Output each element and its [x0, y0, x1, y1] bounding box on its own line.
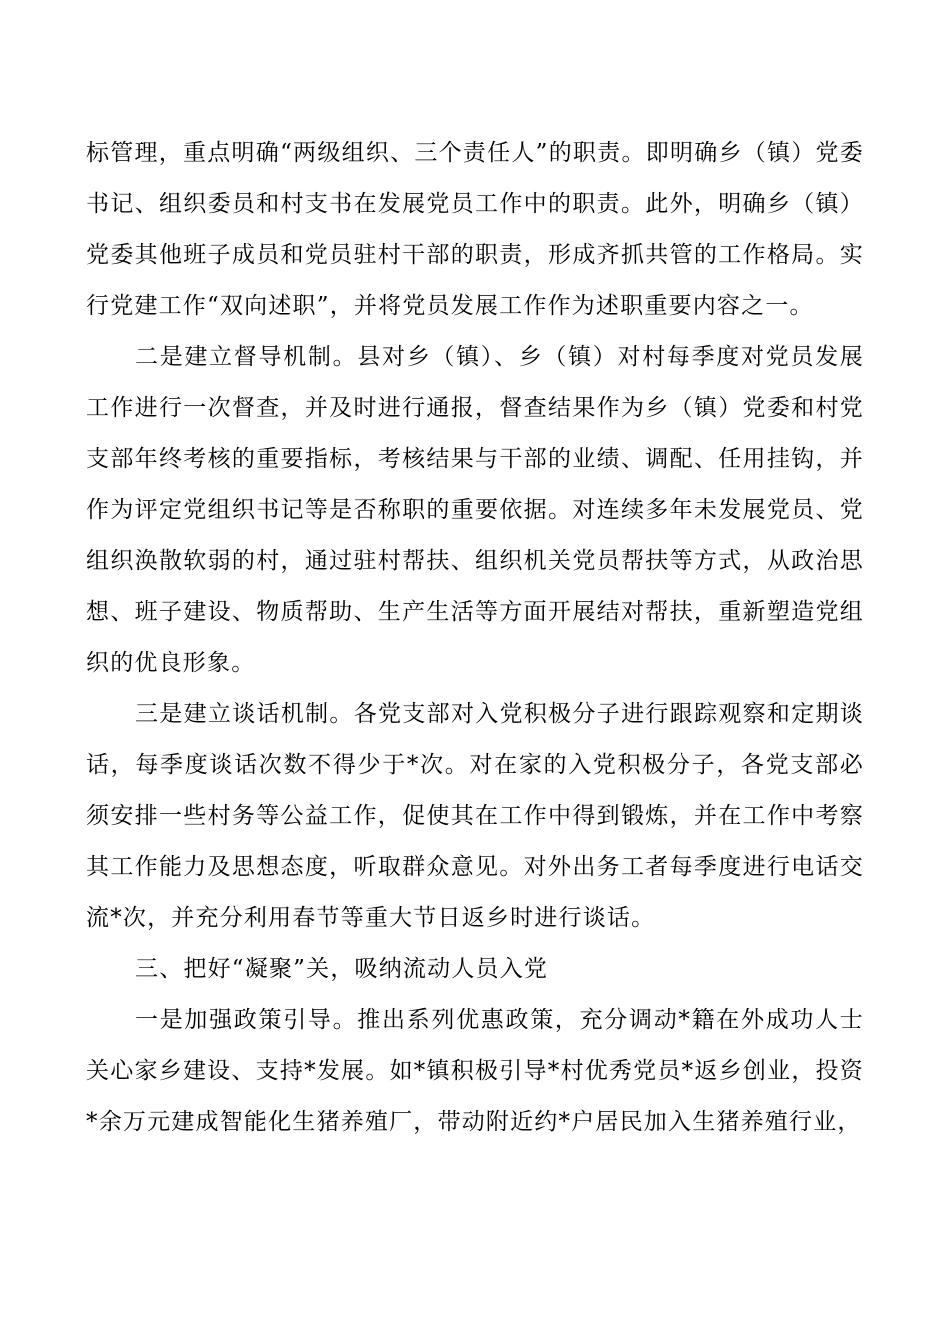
paragraph-policy-guidance: 一是加强政策引导。推出系列优惠政策，充分调动*籍在外成功人士关心家乡建设、支持*发展。如*镇积极引导*村优秀党员*返乡创业，投资*余万元建成智能化生猪养殖厂，带动附近约*户居民加入生猪养殖行业，	[86, 1007, 864, 1135]
section-heading: 三、把好“凝聚”关，吸纳流动人员入党	[135, 956, 549, 982]
paragraph-talk-mechanism: 三是建立谈话机制。各党支部对入党积极分子进行跟踪观察和定期谈话，每季度谈话次数不得少于*次。对在家的入党积极分子，各党支部必须安排一些村务等公益工作，促使其在工作中得到锻炼，并在工作中考察其工作能力及思想态度，听取群众意见。对外出务工者每季度进行电话交流*次，并充分利用春节等重大节日返乡时进行谈话。	[86, 701, 864, 931]
paragraph-continued: 标管理，重点明确“两级组织、三个责任人”的职责。即明确乡（镇）党委书记、组织委员和村支书在发展党员工作中的职责。此外，明确乡（镇）党委其他班子成员和党员驻村干部的职责，形成齐抓共管的工作格局。实行党建工作“双向述职”，并将党员发展工作作为述职重要内容之一。	[86, 140, 864, 319]
paragraph-supervision-mechanism: 二是建立督导机制。县对乡（镇）、乡（镇）对村每季度对党员发展工作进行一次督查，并及时进行通报，督查结果作为乡（镇）党委和村党支部年终考核的重要指标，考核结果与干部的业绩、调配、任用挂钩，并作为评定党组织书记等是否称职的重要依据。对连续多年未发展党员、党组织涣散软弱的村，通过驻村帮扶、组织机关党员帮扶等方式，从政治思想、班子建设、物质帮助、生产生活等方面开展结对帮扶，重新塑造党组织的优良形象。	[86, 344, 864, 676]
document-page	[86, 128, 864, 1148]
